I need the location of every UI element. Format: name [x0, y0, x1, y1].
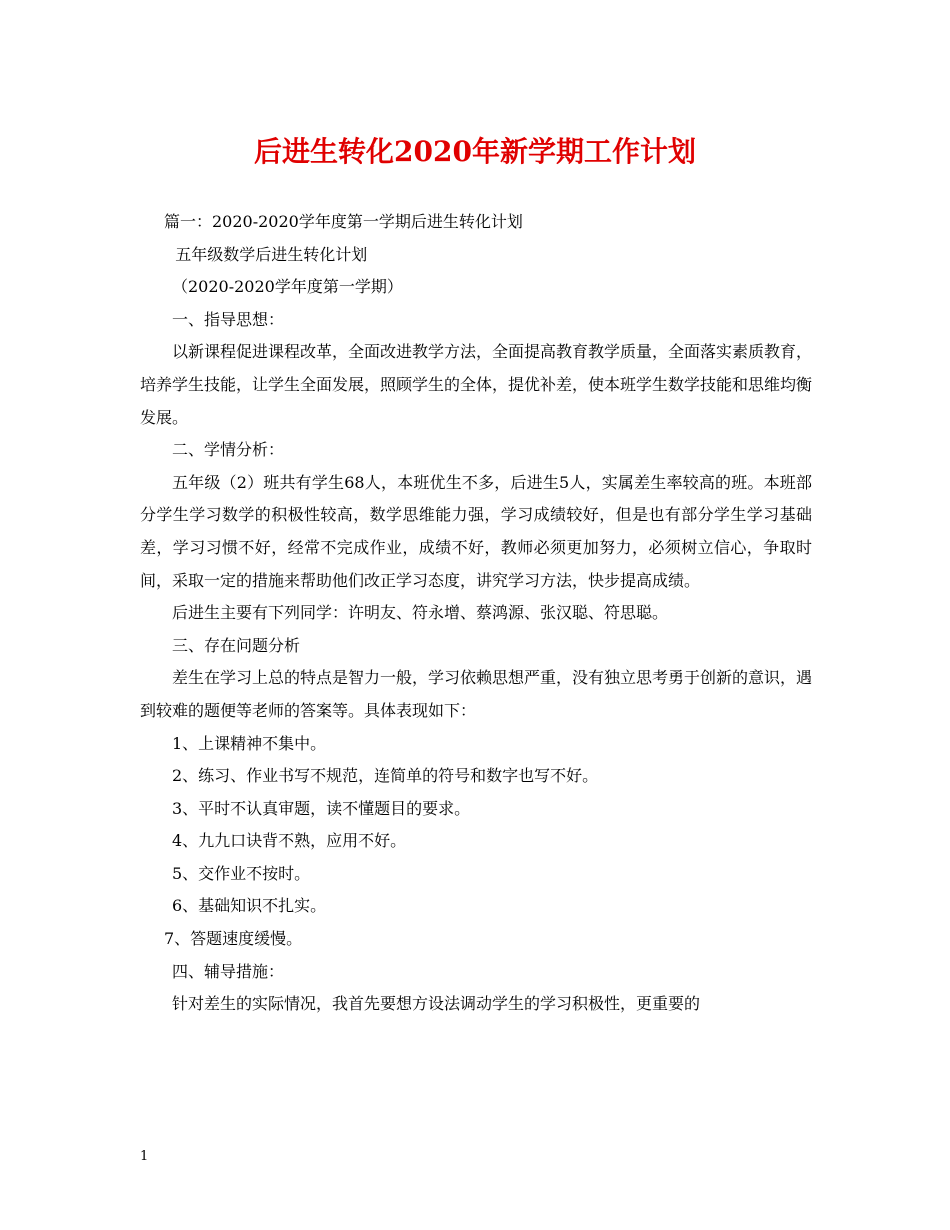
paragraph: 后进生主要有下列同学：许明友、符永增、蔡鸿源、张汉聪、符思聪。 — [172, 603, 669, 623]
list-item: 2、练习、作业书写不规范，连简单的符号和数字也写不好。 — [172, 766, 599, 786]
document-body — [140, 206, 812, 1021]
document-title: 后进生转化2020年新学期工作计划 — [254, 135, 696, 168]
paragraph: 五年级数学后进生转化计划 — [175, 244, 368, 264]
list-item: 3、平时不认真审题，读不懂题目的要求。 — [172, 798, 471, 818]
paragraph: 差生在学习上总的特点是智力一般，学习依赖思想严重，没有独立思考勇于创新的意识，遇到较难的题便等老师的答案等。具体表现如下： — [140, 668, 813, 720]
list-item: 5、交作业不按时。 — [172, 863, 311, 883]
section-heading: 四、辅导措施： — [172, 961, 285, 981]
section-heading: 一、指导思想： — [172, 309, 285, 329]
page-number: 1 — [140, 1149, 149, 1164]
list-item: 1、上课精神不集中。 — [172, 733, 327, 753]
list-item: 6、基础知识不扎实。 — [172, 896, 327, 916]
paragraph: 篇一：2020-2020学年度第一学期后进生转化计划 — [164, 212, 523, 231]
section-heading: 二、学情分析： — [172, 440, 285, 460]
list-item: 7、答题速度缓慢。 — [164, 929, 303, 949]
paragraph: （2020-2020学年度第一学期） — [172, 277, 403, 297]
paragraph: 五年级（2）班共有学生68人，本班优生不多，后进生5人，实属差生率较高的班。本班部分学生学习数学的积极性较高，数学思维能力强，学习成绩较好，但是也有部分学生学习基础差，学习习惯不好，经常不完成作业，成绩不好，教师必须更加努力，必须树立信心，争取时间，采取一定的措施来帮助他们改正学习态度，讲究学习方法，快步提高成绩。 — [140, 472, 812, 590]
paragraph: 针对差生的实际情况，我首先要想方设法调动学生的学习积极性，更重要的 — [172, 994, 701, 1014]
section-heading: 三、存在问题分析 — [172, 635, 301, 655]
paragraph: 以新课程促进课程改革，全面改进教学方法，全面提高教育教学质量，全面落实素质教育，培养学生技能，让学生全面发展，照顾学生的全体，提优补差，使本班学生数学技能和思维均衡发展。 — [140, 342, 813, 427]
list-item: 4、九九口诀背不熟，应用不好。 — [172, 831, 407, 851]
